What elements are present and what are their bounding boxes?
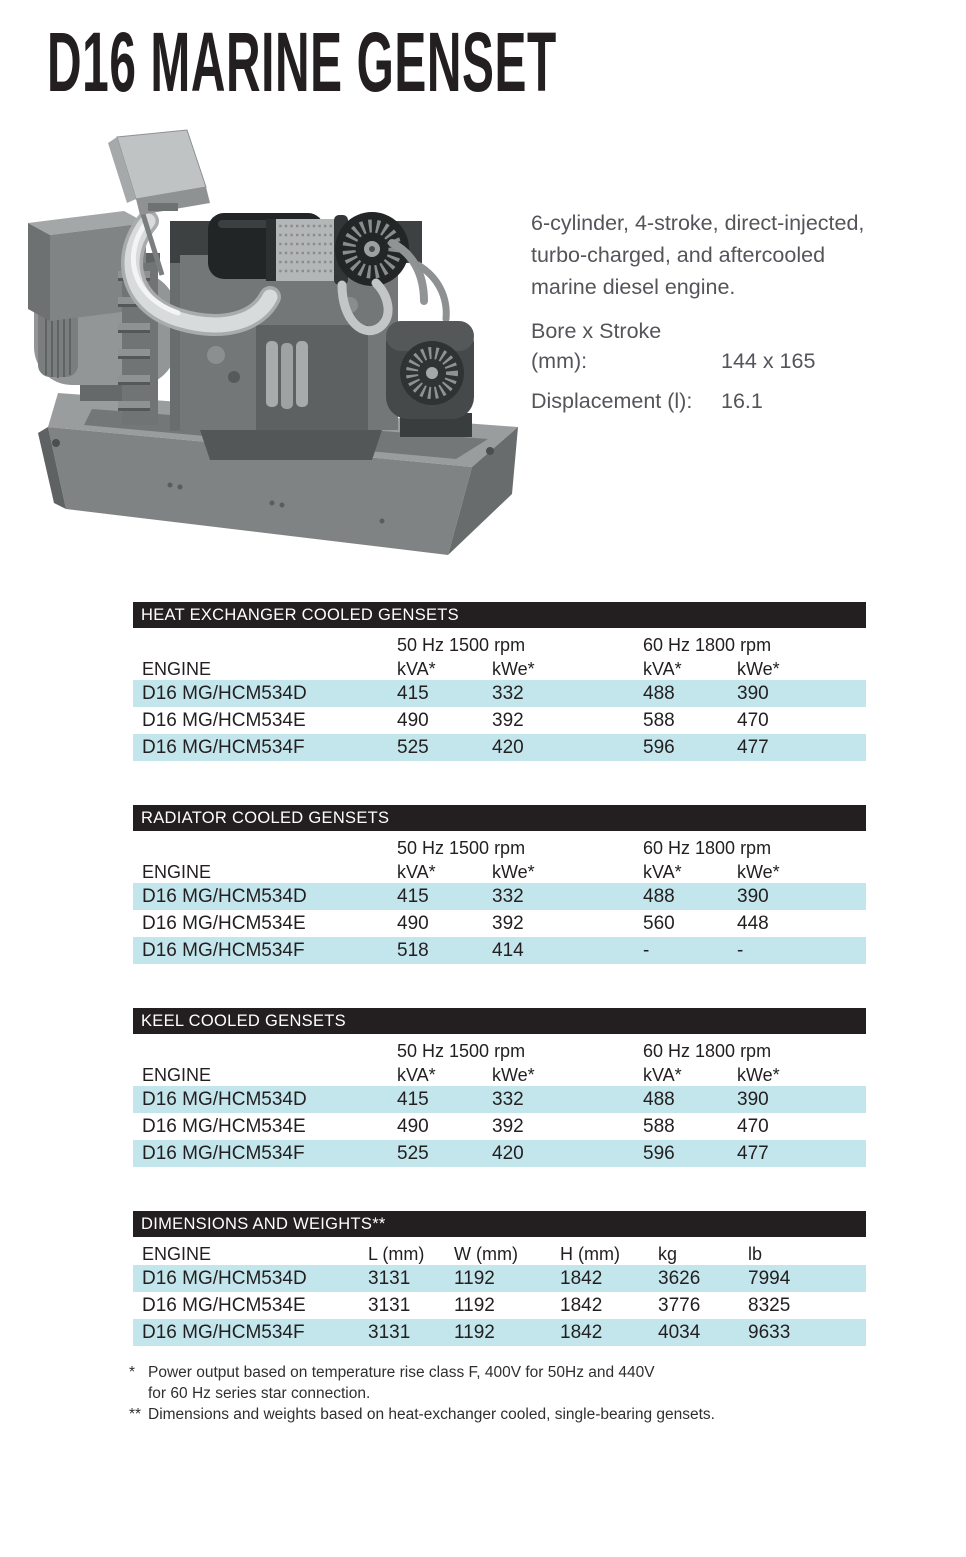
col-kwe-50: kWe*	[492, 659, 535, 679]
intro-block	[531, 207, 956, 416]
kwe-50-cell: 332	[492, 683, 524, 704]
kwe-50-cell: 414	[492, 940, 524, 961]
col-lb: lb	[748, 1244, 763, 1264]
table-row	[133, 707, 866, 734]
table-radiator	[133, 805, 866, 964]
kva-50-cell: 415	[397, 1089, 429, 1110]
kva-50-cell: 415	[397, 886, 429, 907]
kva-60-cell: 588	[643, 1116, 675, 1137]
kva-50-cell: 490	[397, 710, 429, 731]
kg-cell: 3626	[658, 1268, 701, 1289]
col-kva-50: kVA*	[397, 659, 436, 679]
kva-50-cell: 525	[397, 1143, 429, 1164]
col-kwe-60: kWe*	[737, 862, 780, 882]
height-cell: 1842	[560, 1322, 603, 1343]
footnote-text	[148, 1362, 769, 1404]
kwe-60-cell: 390	[737, 683, 769, 704]
table-row	[133, 680, 866, 707]
kva-50-cell: 490	[397, 913, 429, 934]
col-kwe-60: kWe*	[737, 1065, 780, 1085]
genset-photo	[20, 125, 540, 560]
column-header-row	[133, 656, 866, 680]
table-row	[133, 1319, 866, 1346]
col-engine: ENGINE	[142, 659, 212, 679]
frequency-header-row	[133, 1034, 866, 1062]
kva-50-cell: 415	[397, 683, 429, 704]
kva-60-cell: -	[643, 940, 650, 961]
kwe-50-cell: 332	[492, 1089, 524, 1110]
footnote-line: for 60 Hz series star connection.	[148, 1385, 371, 1402]
kwe-60-cell: 477	[737, 737, 769, 758]
kva-50-cell: 490	[397, 1116, 429, 1137]
kwe-60-cell: -	[737, 940, 744, 961]
engine-cell: D16 MG/HCM534E	[142, 1295, 306, 1316]
spec-value: 16.1	[720, 389, 763, 413]
engine-cell: D16 MG/HCM534D	[142, 1089, 307, 1110]
height-cell: 1842	[560, 1295, 603, 1316]
freq-60-header: 60 Hz 1800 rpm	[643, 635, 772, 655]
description-line: marine diesel engine.	[531, 275, 736, 299]
description-line: 6-cylinder, 4-stroke, direct-injected,	[531, 211, 865, 235]
kwe-60-cell: 470	[737, 710, 769, 731]
lb-cell: 9633	[748, 1322, 791, 1343]
column-header-row	[133, 1062, 866, 1086]
spec-row-bore-stroke	[531, 316, 956, 376]
footnote-marker: *	[129, 1364, 136, 1381]
length-cell: 3131	[368, 1295, 411, 1316]
footnote-line: Dimensions and weights based on heat-exchanger cooled, single-bearing gensets.	[148, 1406, 715, 1423]
spec-value: 144 x 165	[720, 349, 816, 373]
kwe-60-cell: 390	[737, 886, 769, 907]
table-heat-exchanger	[133, 602, 866, 761]
engine-cell: D16 MG/HCM534F	[142, 940, 305, 961]
kva-50-cell: 525	[397, 737, 429, 758]
kva-60-cell: 596	[643, 737, 675, 758]
spec-list	[531, 316, 956, 416]
kwe-50-cell: 420	[492, 1143, 524, 1164]
column-header-row	[133, 1237, 866, 1265]
freq-50-header: 50 Hz 1500 rpm	[397, 838, 526, 858]
col-kwe-60: kWe*	[737, 659, 780, 679]
kg-cell: 3776	[658, 1295, 701, 1316]
kva-60-cell: 560	[643, 913, 675, 934]
col-engine: ENGINE	[142, 1065, 212, 1085]
page-title: D16 MARINE GENSET	[47, 15, 557, 109]
engine-cell: D16 MG/HCM534E	[142, 1116, 306, 1137]
footnote-power-output	[129, 1362, 769, 1404]
kwe-60-cell: 448	[737, 913, 769, 934]
table-row	[133, 1140, 866, 1167]
table-row	[133, 910, 866, 937]
col-kva-50: kVA*	[397, 1065, 436, 1085]
length-cell: 3131	[368, 1322, 411, 1343]
col-engine: ENGINE	[142, 1244, 212, 1264]
engine-cell: D16 MG/HCM534D	[142, 886, 307, 907]
kva-60-cell: 488	[643, 683, 675, 704]
width-cell: 1192	[454, 1268, 495, 1289]
col-kva-50: kVA*	[397, 862, 436, 882]
table-keel	[133, 1008, 866, 1167]
kwe-50-cell: 392	[492, 710, 524, 731]
spec-label: Displacement (l):	[531, 389, 693, 413]
col-kva-60: kVA*	[643, 1065, 682, 1085]
kwe-60-cell: 477	[737, 1143, 769, 1164]
table-row	[133, 1113, 866, 1140]
table-row	[133, 734, 866, 761]
kva-60-cell: 488	[643, 886, 675, 907]
freq-50-header: 50 Hz 1500 rpm	[397, 1041, 526, 1061]
column-header-row	[133, 859, 866, 883]
spec-label: Bore x Stroke (mm):	[531, 319, 662, 373]
spec-row-displacement	[531, 386, 956, 416]
engine-cell: D16 MG/HCM534E	[142, 913, 306, 934]
freq-50-header: 50 Hz 1500 rpm	[397, 635, 526, 655]
footnote-line: Power output based on temperature rise class F, 400V for 50Hz and 440V	[148, 1364, 655, 1381]
lb-cell: 7994	[748, 1268, 791, 1289]
kva-60-cell: 596	[643, 1143, 675, 1164]
kwe-50-cell: 332	[492, 886, 524, 907]
length-cell: 3131	[368, 1268, 411, 1289]
engine-cell: D16 MG/HCM534F	[142, 1143, 305, 1164]
table-row	[133, 1086, 866, 1113]
description-line: turbo-charged, and aftercooled	[531, 243, 826, 267]
height-cell: 1842	[560, 1268, 603, 1289]
width-cell: 1192	[454, 1322, 495, 1343]
kva-50-cell: 518	[397, 940, 429, 961]
col-height: H (mm)	[560, 1244, 620, 1264]
engine-cell: D16 MG/HCM534F	[142, 1322, 305, 1343]
freq-60-header: 60 Hz 1800 rpm	[643, 1041, 772, 1061]
col-width: W (mm)	[454, 1244, 518, 1264]
kwe-50-cell: 392	[492, 913, 524, 934]
frequency-header-row	[133, 831, 866, 859]
table-row	[133, 883, 866, 910]
footnote-dimensions	[129, 1404, 769, 1425]
footnote-marker: **	[129, 1406, 142, 1423]
kwe-60-cell: 470	[737, 1116, 769, 1137]
col-engine: ENGINE	[142, 862, 212, 882]
width-cell: 1192	[454, 1295, 495, 1316]
kwe-50-cell: 392	[492, 1116, 524, 1137]
col-kwe-50: kWe*	[492, 1065, 535, 1085]
col-length: L (mm)	[368, 1244, 425, 1264]
footnotes	[129, 1362, 769, 1425]
engine-cell: D16 MG/HCM534E	[142, 710, 306, 731]
table-row	[133, 1292, 866, 1319]
frequency-header-row	[133, 628, 866, 656]
table-title-bar: KEEL COOLED GENSETS	[133, 1008, 866, 1034]
table-title-bar: RADIATOR COOLED GENSETS	[133, 805, 866, 831]
kwe-50-cell: 420	[492, 737, 524, 758]
kwe-60-cell: 390	[737, 1089, 769, 1110]
freq-60-header: 60 Hz 1800 rpm	[643, 838, 772, 858]
table-dimensions-weights	[133, 1211, 866, 1346]
footnote-text	[148, 1404, 769, 1425]
engine-cell: D16 MG/HCM534D	[142, 683, 307, 704]
col-kva-60: kVA*	[643, 862, 682, 882]
engine-cell: D16 MG/HCM534D	[142, 1268, 307, 1289]
table-title-bar: HEAT EXCHANGER COOLED GENSETS	[133, 602, 866, 628]
col-kva-60: kVA*	[643, 659, 682, 679]
kva-60-cell: 488	[643, 1089, 675, 1110]
table-row	[133, 937, 866, 964]
table-title-bar: DIMENSIONS AND WEIGHTS**	[133, 1211, 866, 1237]
table-row	[133, 1265, 866, 1292]
engine-cell: D16 MG/HCM534F	[142, 737, 305, 758]
kva-60-cell: 588	[643, 710, 675, 731]
air-filter-graphic	[266, 212, 409, 286]
kg-cell: 4034	[658, 1322, 701, 1343]
col-kg: kg	[658, 1244, 678, 1264]
col-kwe-50: kWe*	[492, 862, 535, 882]
lb-cell: 8325	[748, 1295, 791, 1316]
